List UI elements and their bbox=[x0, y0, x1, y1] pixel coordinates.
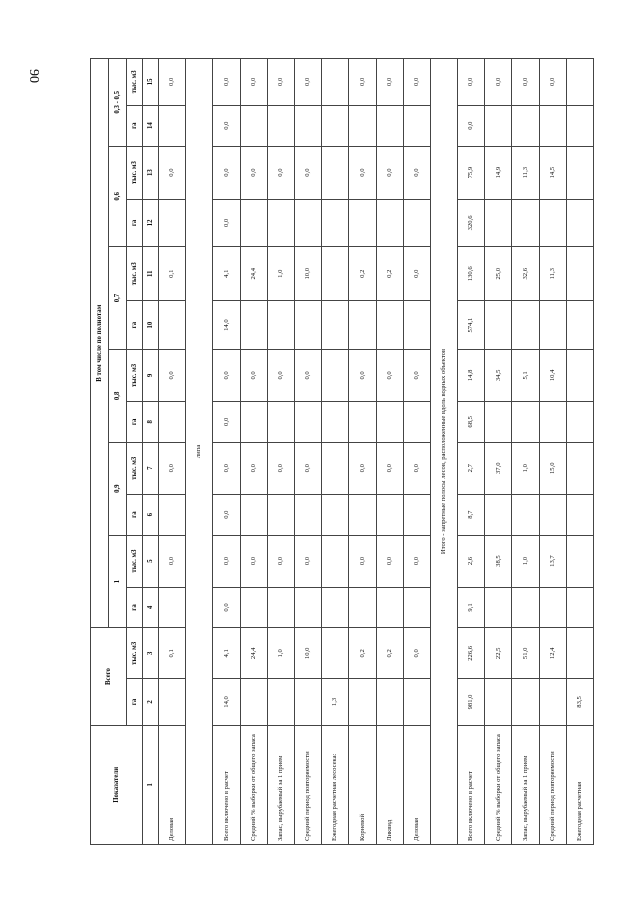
table-cell: 0,0 bbox=[349, 146, 376, 199]
table-cell: 8,7 bbox=[458, 494, 485, 535]
table-cell bbox=[539, 105, 566, 146]
header-group-3: 0,7 bbox=[109, 247, 127, 350]
table-cell: 0,0 bbox=[267, 349, 294, 401]
section-heading: Итого - запретные полосы лесов, расположенные вдоль водных объектов bbox=[430, 59, 457, 845]
table-cell: 0,0 bbox=[213, 535, 240, 587]
table-cell: 1,0 bbox=[512, 535, 539, 587]
table-cell bbox=[403, 494, 430, 535]
table-cell: 37,0 bbox=[485, 442, 512, 494]
table-cell bbox=[376, 587, 403, 628]
table-cell: 0,0 bbox=[458, 59, 485, 106]
table-cell bbox=[159, 494, 186, 535]
table-cell bbox=[566, 628, 593, 679]
table-cell: 15,0 bbox=[539, 442, 566, 494]
table-cell: 34,5 bbox=[485, 349, 512, 401]
header-unit-thm3: тыс. м3 bbox=[127, 442, 143, 494]
table-cell: 0,0 bbox=[240, 59, 267, 106]
table-cell: 0,0 bbox=[213, 587, 240, 628]
table-cell: 38,5 bbox=[485, 535, 512, 587]
table-cell: 2,7 bbox=[458, 442, 485, 494]
table-cell: 0,0 bbox=[294, 349, 321, 401]
header-group-5: 0,3 - 0,5 bbox=[109, 59, 127, 147]
column-number: 9 bbox=[143, 349, 159, 401]
table-cell: 0,0 bbox=[403, 349, 430, 401]
table-cell bbox=[322, 628, 349, 679]
column-number: 6 bbox=[143, 494, 159, 535]
column-number: 12 bbox=[143, 199, 159, 247]
table-cell: 0,0 bbox=[294, 59, 321, 106]
table-cell: 5,1 bbox=[512, 349, 539, 401]
table-cell bbox=[376, 494, 403, 535]
table-cell: 0,0 bbox=[512, 59, 539, 106]
row-label: Деловая bbox=[159, 725, 186, 844]
table-cell bbox=[403, 401, 430, 442]
table-cell bbox=[566, 587, 593, 628]
row-label: Ежегодная расчетная лесосека: bbox=[322, 725, 349, 844]
table-cell: 0,0 bbox=[294, 146, 321, 199]
table-cell bbox=[403, 105, 430, 146]
table-cell: 83,5 bbox=[566, 679, 593, 725]
table-cell: 0,1 bbox=[159, 247, 186, 301]
row-label: Средний период повторяемости bbox=[294, 725, 321, 844]
table-cell: 0,0 bbox=[240, 146, 267, 199]
table-cell: 0,0 bbox=[376, 349, 403, 401]
table-cell bbox=[240, 105, 267, 146]
row-label: Средний % выборки от общего запаса bbox=[240, 725, 267, 844]
table-cell bbox=[322, 401, 349, 442]
table-cell bbox=[485, 401, 512, 442]
table-cell bbox=[322, 587, 349, 628]
row-label: Запас, вырубаемый за 1 прием bbox=[512, 725, 539, 844]
table-cell bbox=[539, 587, 566, 628]
table-cell: 0,0 bbox=[240, 535, 267, 587]
table-cell: 0,0 bbox=[267, 59, 294, 106]
table-cell bbox=[376, 401, 403, 442]
table-cell bbox=[322, 59, 349, 106]
header-group-2: 0,8 bbox=[109, 349, 127, 442]
header-unit-ha: га bbox=[127, 105, 143, 146]
column-number: 7 bbox=[143, 442, 159, 494]
table-cell: 0,0 bbox=[159, 59, 186, 106]
table-cell: 0,0 bbox=[349, 442, 376, 494]
table-cell bbox=[376, 199, 403, 247]
page-number: 90 bbox=[26, 69, 41, 83]
table-cell: 0,0 bbox=[213, 146, 240, 199]
table-cell bbox=[349, 587, 376, 628]
table-cell: 0,0 bbox=[267, 442, 294, 494]
table-cell bbox=[349, 199, 376, 247]
table-cell: 24,4 bbox=[240, 628, 267, 679]
table-cell: 0,0 bbox=[267, 146, 294, 199]
table-cell: 0,0 bbox=[213, 105, 240, 146]
table-cell: 0,2 bbox=[376, 628, 403, 679]
table-cell bbox=[322, 105, 349, 146]
table-cell bbox=[566, 349, 593, 401]
table-cell: 1,0 bbox=[267, 628, 294, 679]
header-unit-thm3: тыс. м3 bbox=[127, 247, 143, 301]
table-cell bbox=[267, 679, 294, 725]
table-cell bbox=[294, 587, 321, 628]
row-label: Средний % выборки от общего запаса bbox=[485, 725, 512, 844]
table-cell: 14,8 bbox=[458, 349, 485, 401]
table-cell: 10,4 bbox=[539, 349, 566, 401]
header-unit-ha: га bbox=[127, 494, 143, 535]
table-cell: 75,9 bbox=[458, 146, 485, 199]
table-cell bbox=[512, 494, 539, 535]
header-unit-ha: га bbox=[127, 679, 143, 725]
forest-table bbox=[90, 58, 594, 845]
table-cell bbox=[240, 199, 267, 247]
header-unit-ha: га bbox=[127, 199, 143, 247]
table-cell bbox=[566, 199, 593, 247]
table-cell: 0,0 bbox=[294, 535, 321, 587]
table-cell: 226,6 bbox=[458, 628, 485, 679]
table-cell: 32,6 bbox=[512, 247, 539, 301]
table-cell: 0,0 bbox=[267, 535, 294, 587]
table-cell bbox=[159, 679, 186, 725]
table-cell bbox=[267, 301, 294, 350]
table-cell bbox=[322, 146, 349, 199]
table-cell bbox=[240, 679, 267, 725]
table-cell bbox=[349, 401, 376, 442]
table-cell: 0,0 bbox=[240, 349, 267, 401]
header-unit-thm3: тыс. м3 bbox=[127, 628, 143, 679]
table-cell bbox=[485, 105, 512, 146]
row-label: Корневой bbox=[349, 725, 376, 844]
table-cell: 0,0 bbox=[349, 535, 376, 587]
table-cell: 0,0 bbox=[294, 442, 321, 494]
table-cell: 2,6 bbox=[458, 535, 485, 587]
row-label: Средний период повторяемости bbox=[539, 725, 566, 844]
table-cell: 0,0 bbox=[213, 349, 240, 401]
header-total: Всего bbox=[91, 628, 127, 725]
table-cell bbox=[539, 679, 566, 725]
header-indicator: Показатели bbox=[91, 725, 143, 844]
header-group-1: 0,9 bbox=[109, 442, 127, 535]
table-cell: 0,0 bbox=[213, 59, 240, 106]
table-cell bbox=[403, 679, 430, 725]
table-cell bbox=[159, 301, 186, 350]
table-cell: 0,1 bbox=[159, 628, 186, 679]
row-label: Всего включено в расчет bbox=[458, 725, 485, 844]
table-cell bbox=[349, 301, 376, 350]
row-label: Деловая bbox=[403, 725, 430, 844]
rotated-table-container bbox=[90, 58, 594, 845]
table-cell bbox=[294, 301, 321, 350]
header-including: В том числе по полнотам bbox=[91, 59, 109, 628]
table-cell: 130,6 bbox=[458, 247, 485, 301]
table-cell bbox=[485, 679, 512, 725]
table-cell bbox=[566, 59, 593, 106]
table-cell: 0,0 bbox=[403, 535, 430, 587]
header-unit-ha: га bbox=[127, 301, 143, 350]
header-unit-ha: га bbox=[127, 401, 143, 442]
row-label: Запас, вырубаемый за 1 прием bbox=[267, 725, 294, 844]
table-cell bbox=[159, 587, 186, 628]
table-cell bbox=[566, 535, 593, 587]
header-unit-thm3: тыс. м3 bbox=[127, 349, 143, 401]
table-cell: 4,1 bbox=[213, 628, 240, 679]
table-cell bbox=[485, 587, 512, 628]
header-unit-ha: га bbox=[127, 587, 143, 628]
row-label: Всего включено в расчет bbox=[213, 725, 240, 844]
table-cell: 0,2 bbox=[376, 247, 403, 301]
table-cell bbox=[267, 587, 294, 628]
table-cell bbox=[485, 494, 512, 535]
table-cell: 13,7 bbox=[539, 535, 566, 587]
column-number: 11 bbox=[143, 247, 159, 301]
table-cell: 0,0 bbox=[376, 59, 403, 106]
table-cell: 0,0 bbox=[159, 535, 186, 587]
table-cell bbox=[566, 494, 593, 535]
header-unit-thm3: тыс. м3 bbox=[127, 535, 143, 587]
table-cell: 10,0 bbox=[294, 247, 321, 301]
table-cell: 10,0 bbox=[294, 628, 321, 679]
table-cell: 51,0 bbox=[512, 628, 539, 679]
table-cell: 0,0 bbox=[403, 146, 430, 199]
table-cell bbox=[294, 679, 321, 725]
table-cell bbox=[322, 301, 349, 350]
table-cell: 11,3 bbox=[512, 146, 539, 199]
table-cell: 0,0 bbox=[458, 105, 485, 146]
column-number: 1 bbox=[143, 725, 159, 844]
table-cell bbox=[294, 199, 321, 247]
table-cell bbox=[159, 401, 186, 442]
table-cell bbox=[349, 679, 376, 725]
table-cell bbox=[403, 587, 430, 628]
table-cell: 0,0 bbox=[213, 442, 240, 494]
table-cell bbox=[566, 401, 593, 442]
table-cell: 4,1 bbox=[213, 247, 240, 301]
table-cell: 0,2 bbox=[349, 628, 376, 679]
table-cell bbox=[566, 442, 593, 494]
table-cell: 0,0 bbox=[376, 535, 403, 587]
table-cell bbox=[267, 199, 294, 247]
table-cell bbox=[403, 199, 430, 247]
header-unit-thm3: тыс. м3 bbox=[127, 59, 143, 106]
table-cell: 14,9 bbox=[485, 146, 512, 199]
table-cell: 574,1 bbox=[458, 301, 485, 350]
table-cell: 320,6 bbox=[458, 199, 485, 247]
column-number: 4 bbox=[143, 587, 159, 628]
table-cell bbox=[512, 301, 539, 350]
table-cell bbox=[376, 105, 403, 146]
table-cell: 0,0 bbox=[213, 494, 240, 535]
table-cell bbox=[566, 105, 593, 146]
table-cell: 1,0 bbox=[512, 442, 539, 494]
table-cell: 0,0 bbox=[403, 59, 430, 106]
column-number: 10 bbox=[143, 301, 159, 350]
column-number: 8 bbox=[143, 401, 159, 442]
header-group-4: 0,6 bbox=[109, 146, 127, 247]
column-number: 5 bbox=[143, 535, 159, 587]
table-cell bbox=[512, 587, 539, 628]
table-cell bbox=[159, 105, 186, 146]
header-unit-thm3: тыс. м3 bbox=[127, 146, 143, 199]
table-cell bbox=[294, 401, 321, 442]
table-cell bbox=[485, 199, 512, 247]
table-cell: 981,0 bbox=[458, 679, 485, 725]
table-cell: 14,0 bbox=[213, 301, 240, 350]
table-cell bbox=[349, 494, 376, 535]
table-cell: 0,0 bbox=[403, 247, 430, 301]
table-cell: 25,0 bbox=[485, 247, 512, 301]
table-cell: 0,0 bbox=[213, 401, 240, 442]
table-cell: 0,0 bbox=[159, 349, 186, 401]
table-cell bbox=[322, 442, 349, 494]
table-cell bbox=[322, 349, 349, 401]
table-cell: 68,5 bbox=[458, 401, 485, 442]
column-number: 3 bbox=[143, 628, 159, 679]
table-cell: 0,0 bbox=[159, 442, 186, 494]
section-heading: липа bbox=[186, 59, 213, 845]
table-cell bbox=[322, 535, 349, 587]
table-cell: 14,5 bbox=[539, 146, 566, 199]
table-cell bbox=[485, 301, 512, 350]
table-cell: 0,2 bbox=[349, 247, 376, 301]
row-label: Ежегодная расчетная bbox=[566, 725, 593, 844]
table-cell: 0,0 bbox=[240, 442, 267, 494]
table-cell bbox=[539, 401, 566, 442]
table-cell bbox=[403, 301, 430, 350]
row-label: Ликвид bbox=[376, 725, 403, 844]
table-cell: 12,4 bbox=[539, 628, 566, 679]
table-cell bbox=[539, 199, 566, 247]
table-cell bbox=[512, 679, 539, 725]
table-cell bbox=[566, 301, 593, 350]
table-cell bbox=[376, 679, 403, 725]
table-cell: 0,0 bbox=[403, 628, 430, 679]
table-cell bbox=[322, 247, 349, 301]
table-cell bbox=[159, 199, 186, 247]
table-cell: 0,0 bbox=[539, 59, 566, 106]
table-cell: 1,0 bbox=[267, 247, 294, 301]
table-cell bbox=[294, 494, 321, 535]
table-cell: 24,4 bbox=[240, 247, 267, 301]
table-cell bbox=[539, 494, 566, 535]
table-cell: 1,3 bbox=[322, 679, 349, 725]
table-cell bbox=[267, 494, 294, 535]
table-cell bbox=[512, 199, 539, 247]
table-cell: 0,0 bbox=[376, 146, 403, 199]
table-cell bbox=[240, 494, 267, 535]
table-cell: 0,0 bbox=[403, 442, 430, 494]
table-cell bbox=[349, 105, 376, 146]
table-cell: 0,0 bbox=[159, 146, 186, 199]
table-cell: 0,0 bbox=[349, 349, 376, 401]
column-number: 14 bbox=[143, 105, 159, 146]
table-cell bbox=[322, 199, 349, 247]
column-number: 2 bbox=[143, 679, 159, 725]
table-cell bbox=[566, 146, 593, 199]
table-cell: 0,0 bbox=[349, 59, 376, 106]
table-cell bbox=[240, 301, 267, 350]
table-cell bbox=[566, 247, 593, 301]
table-cell: 14,0 bbox=[213, 679, 240, 725]
table-cell: 0,0 bbox=[376, 442, 403, 494]
table-cell bbox=[539, 301, 566, 350]
table-cell bbox=[267, 401, 294, 442]
table-cell bbox=[240, 587, 267, 628]
column-number: 15 bbox=[143, 59, 159, 106]
table-cell bbox=[294, 105, 321, 146]
table-cell bbox=[240, 401, 267, 442]
table-cell: 0,0 bbox=[485, 59, 512, 106]
table-cell bbox=[376, 301, 403, 350]
table-cell bbox=[322, 494, 349, 535]
table-cell: 9,1 bbox=[458, 587, 485, 628]
table-cell: 11,3 bbox=[539, 247, 566, 301]
table-cell bbox=[512, 105, 539, 146]
table-cell: 22,5 bbox=[485, 628, 512, 679]
column-number: 13 bbox=[143, 146, 159, 199]
header-group-0: 1 bbox=[109, 535, 127, 628]
table-cell: 0,0 bbox=[213, 199, 240, 247]
table-cell bbox=[512, 401, 539, 442]
table-cell bbox=[267, 105, 294, 146]
